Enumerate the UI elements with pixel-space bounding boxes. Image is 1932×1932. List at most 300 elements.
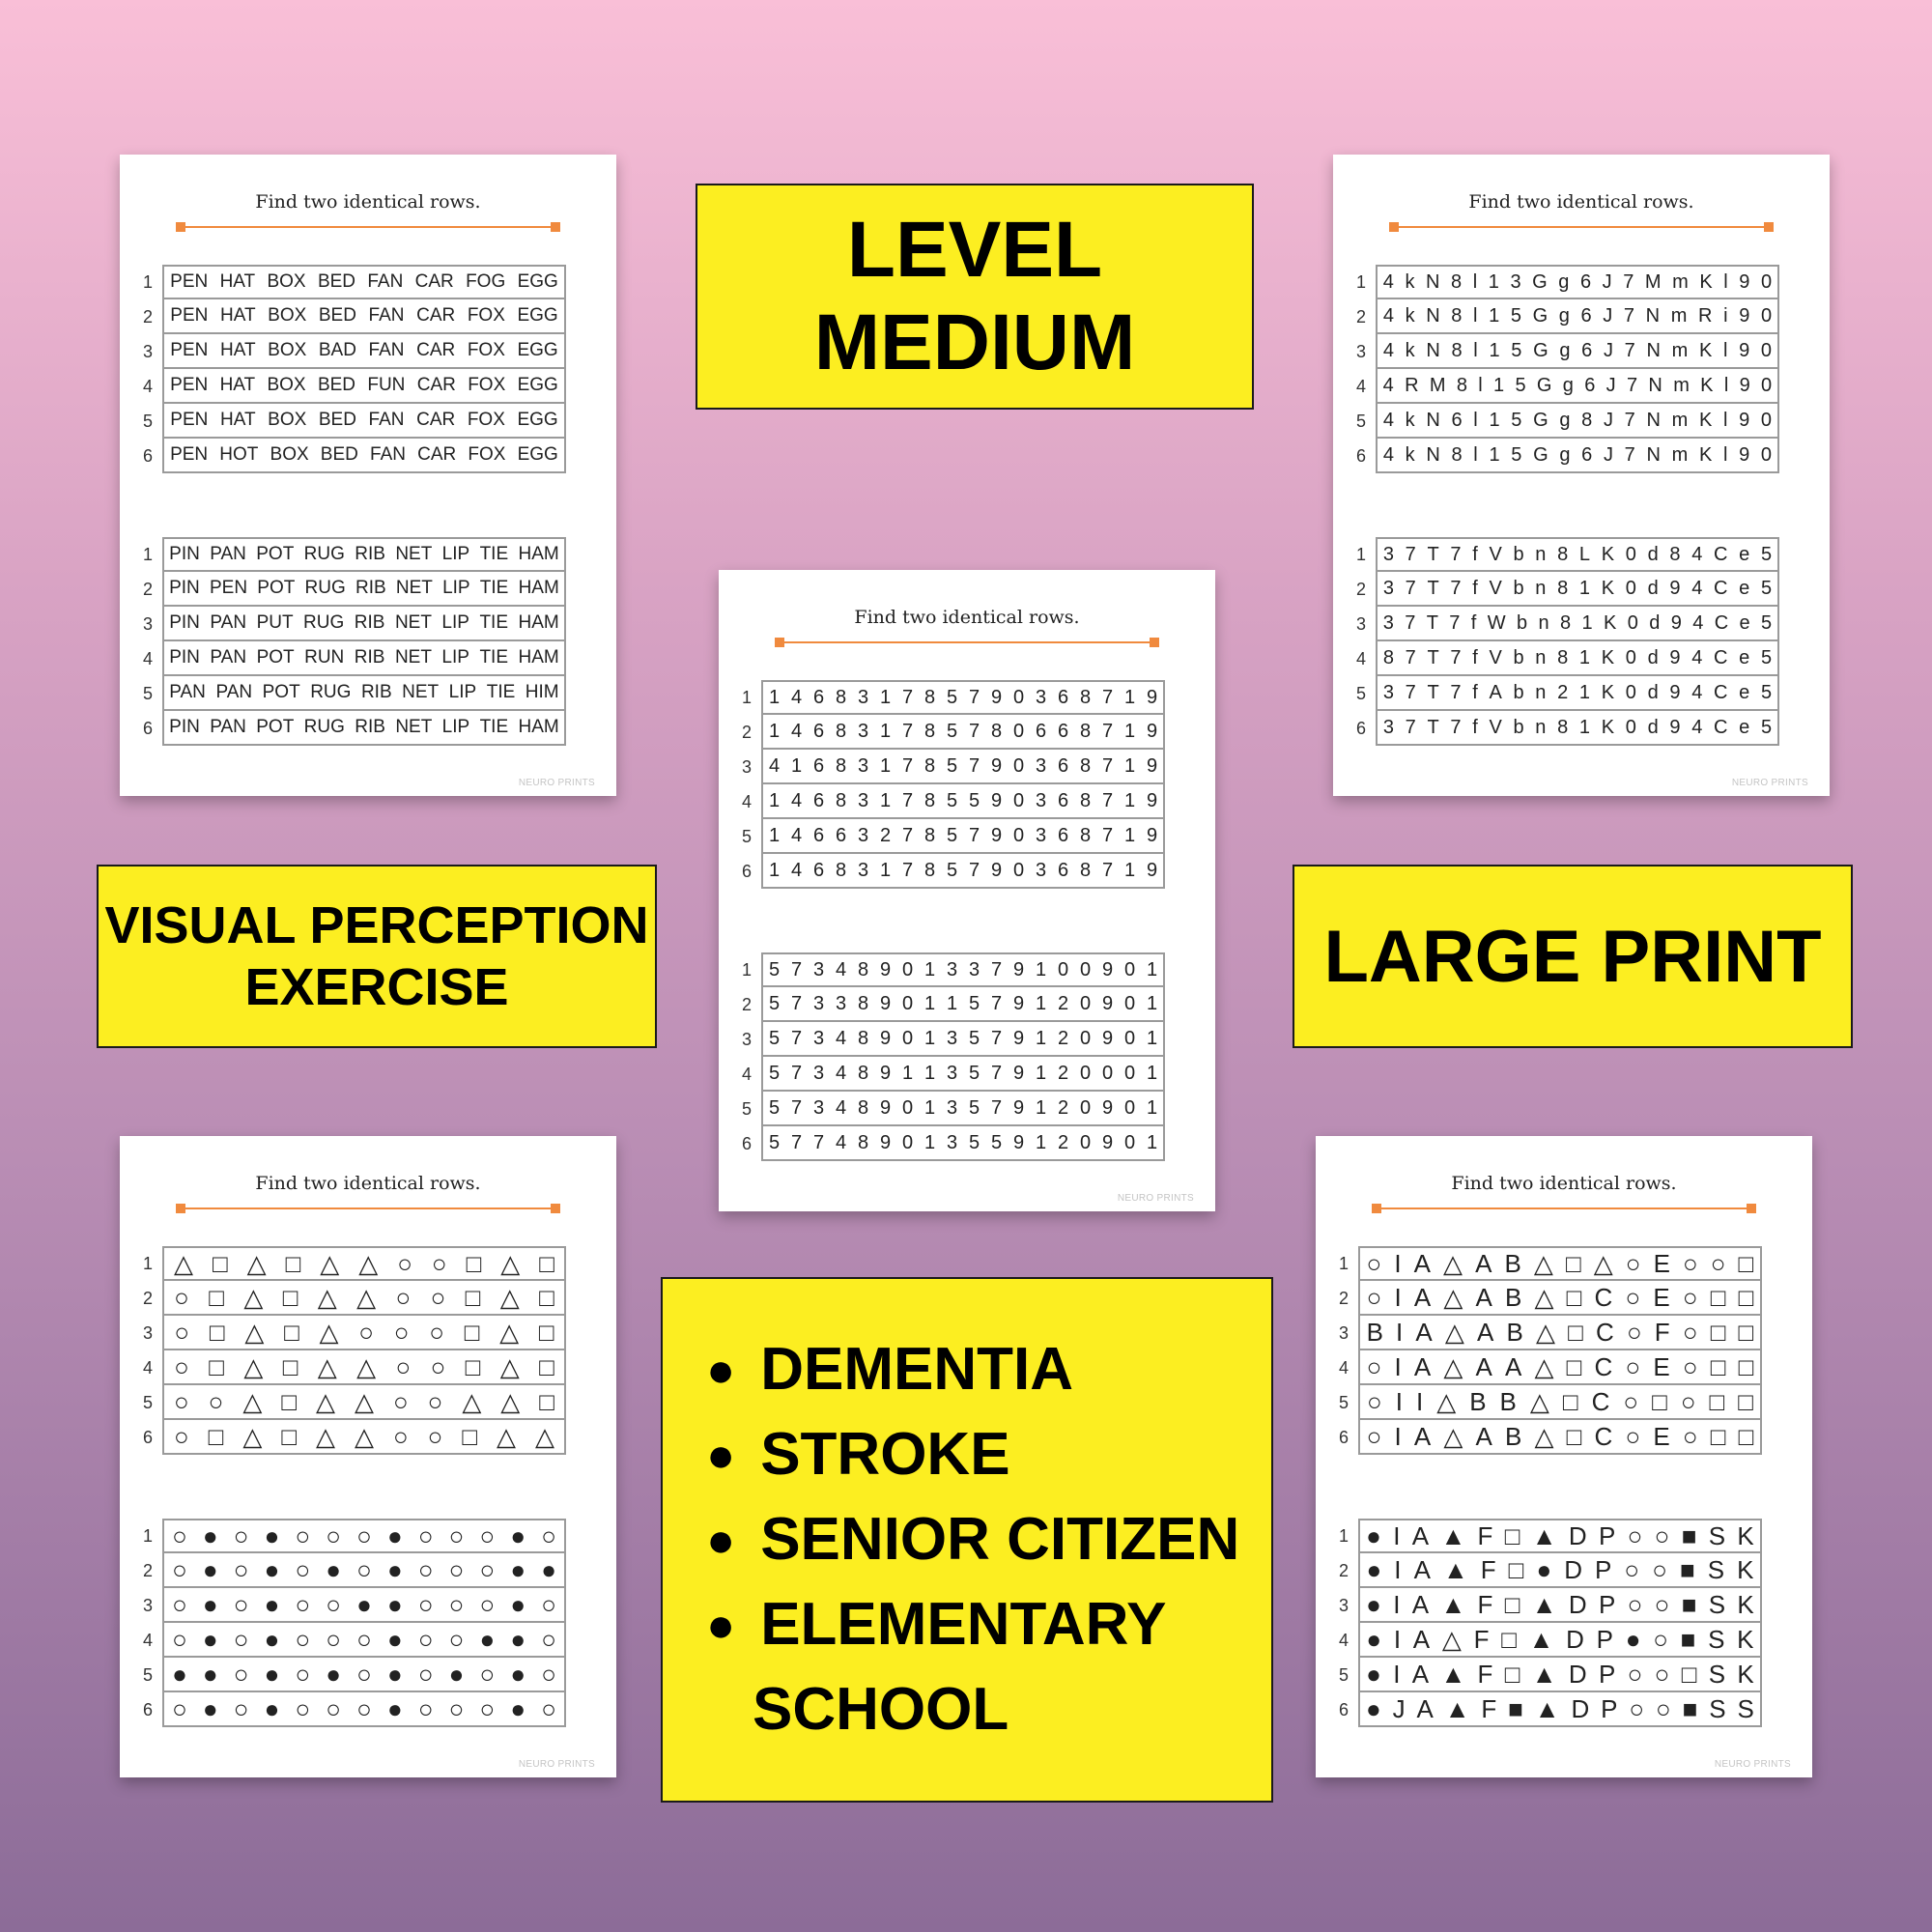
row-item: 7: [1405, 611, 1416, 634]
row-item: 0: [1625, 646, 1636, 668]
row-item: ○: [541, 1659, 556, 1689]
row-item: 4: [790, 686, 803, 708]
row-item: 1: [923, 1027, 936, 1049]
table-row: [1347, 711, 1779, 746]
row-item: 2: [1057, 1131, 1069, 1153]
row-item: 1: [768, 789, 781, 811]
row-item: ○: [174, 1351, 189, 1381]
row-item: J: [1603, 409, 1613, 431]
row-item: 7: [968, 859, 980, 881]
row-item: 5: [1511, 443, 1522, 466]
row-item: □: [1566, 1351, 1582, 1381]
worksheet-mixed: [1316, 1136, 1812, 1777]
row-item: RUN: [304, 647, 345, 668]
row-item: 0: [901, 958, 914, 980]
row-item: A: [1505, 1351, 1522, 1381]
row-item: 6: [1451, 409, 1463, 431]
row-item: □: [1738, 1386, 1753, 1416]
row-item: ○: [1625, 1351, 1641, 1381]
row-item: V: [1489, 716, 1502, 738]
row-item: N: [1648, 374, 1662, 396]
row-item: △: [242, 1386, 263, 1416]
row-item: ○: [429, 1317, 444, 1347]
row-cells: [1358, 1350, 1762, 1385]
row-item: 1: [1578, 681, 1591, 703]
row-item: d: [1647, 681, 1659, 703]
row-item: FUN: [367, 375, 406, 395]
row-item: K: [1737, 1624, 1754, 1654]
row-item: ○: [1654, 1589, 1670, 1619]
row-item: 5: [1761, 611, 1773, 634]
row-item: □: [1738, 1317, 1754, 1347]
row-cells: [761, 1057, 1165, 1092]
row-item: BOX: [268, 410, 307, 430]
row-cells: [761, 952, 1165, 987]
row-item: △: [499, 1282, 520, 1312]
row-item: 9: [1101, 992, 1114, 1014]
row-item: e: [1739, 577, 1750, 599]
row-number: 1: [741, 687, 752, 707]
row-item: □: [1738, 1421, 1754, 1451]
row-item: PEN: [170, 271, 209, 292]
row-item: m: [1672, 270, 1689, 293]
table-row: [1347, 439, 1779, 473]
table-row: [1329, 1553, 1762, 1588]
row-item: ▲: [1534, 1693, 1560, 1723]
row-item: ●: [1625, 1624, 1641, 1654]
table-row: [1329, 1692, 1762, 1727]
row-item: 8: [923, 789, 936, 811]
table-row: [133, 1246, 566, 1281]
row-item: I: [1393, 1659, 1401, 1689]
row-number: 5: [142, 683, 153, 703]
row-item: △: [1443, 1421, 1463, 1451]
row-cells: [1376, 404, 1779, 439]
row-item: 7: [990, 1062, 1003, 1084]
row-item: ○: [1652, 1554, 1667, 1584]
row-item: □: [1710, 1317, 1726, 1347]
row-item: 6: [1579, 270, 1592, 293]
row-cells: [162, 537, 566, 572]
row-grid: [133, 1519, 566, 1727]
row-item: ○: [1625, 1421, 1641, 1451]
row-item: △: [1529, 1386, 1549, 1416]
row-item: ○: [417, 1624, 434, 1654]
row-item: △: [497, 1421, 517, 1451]
row-item: POT: [257, 578, 296, 598]
row-item: J: [1603, 304, 1613, 327]
row-item: RUG: [304, 578, 346, 598]
row-item: I: [1394, 1282, 1402, 1312]
row-item: 8: [923, 754, 936, 777]
level-line-1: LEVEL: [846, 206, 1103, 294]
row-item: ○: [172, 1554, 187, 1584]
row-number: 4: [142, 1630, 153, 1650]
row-item: □: [1710, 1421, 1726, 1451]
row-item: A: [1413, 1282, 1432, 1312]
row-item: ●: [1366, 1589, 1381, 1619]
row-item: 6: [1057, 754, 1069, 777]
row-item: ●: [202, 1659, 218, 1689]
row-cells: [162, 404, 566, 439]
row-item: CAR: [416, 340, 456, 360]
row-item: 8: [1451, 443, 1463, 466]
row-item: D: [1571, 1693, 1590, 1723]
row-item: ○: [431, 1248, 447, 1278]
row-cells: [761, 784, 1165, 819]
row-item: 8: [1079, 789, 1092, 811]
row-item: E: [1653, 1351, 1670, 1381]
row-item: e: [1739, 543, 1750, 565]
row-item: PIN: [169, 544, 200, 564]
row-item: 6: [812, 754, 825, 777]
row-item: NET: [394, 647, 432, 668]
row-item: 3: [1382, 543, 1394, 565]
row-item: 0: [1057, 958, 1069, 980]
table-row: [732, 819, 1165, 854]
row-item: ○: [173, 1386, 189, 1416]
row-item: 8: [1456, 374, 1467, 396]
row-item: 3: [812, 992, 825, 1014]
row-item: 7: [1101, 686, 1114, 708]
row-item: 9: [1012, 958, 1025, 980]
row-item: 4: [1382, 304, 1394, 327]
row-grid: [1329, 1246, 1762, 1455]
row-item: ○: [1367, 1386, 1382, 1416]
row-item: △: [1444, 1317, 1464, 1347]
row-item: 4: [790, 789, 803, 811]
row-item: ○: [233, 1589, 249, 1619]
row-cells: [1358, 1385, 1762, 1420]
row-item: 9: [1670, 611, 1682, 634]
row-item: BOX: [267, 375, 306, 395]
row-item: g: [1559, 339, 1571, 361]
row-item: ○: [1624, 1554, 1640, 1584]
row-item: LIP: [448, 682, 477, 702]
row-item: N: [1426, 409, 1440, 431]
row-item: L: [1578, 543, 1591, 565]
row-item: m: [1671, 443, 1689, 466]
row-item: FOX: [467, 305, 505, 326]
row-item: 4: [835, 958, 847, 980]
row-item: J: [1602, 270, 1612, 293]
row-item: □: [209, 1282, 224, 1312]
bullet-icon: ●: [706, 1343, 736, 1397]
row-item: 1: [1489, 304, 1500, 327]
row-item: HAM: [518, 717, 559, 737]
row-item: A: [1475, 1351, 1492, 1381]
row-item: 5: [968, 1027, 980, 1049]
table-row: [1347, 404, 1779, 439]
row-item: PAN: [210, 544, 246, 564]
row-item: 8: [923, 720, 936, 742]
row-cells: [162, 711, 566, 746]
audience-item: ● DEMENTIA: [706, 1327, 1073, 1412]
row-item: 8: [835, 720, 847, 742]
row-item: △: [243, 1351, 264, 1381]
row-item: BOX: [268, 340, 307, 360]
row-item: ○: [1653, 1624, 1668, 1654]
row-item: 0: [1760, 443, 1773, 466]
row-number: 5: [1355, 411, 1366, 431]
table-row: [133, 1281, 566, 1316]
row-item: HAM: [518, 578, 559, 598]
row-item: 7: [1623, 304, 1635, 327]
row-cells: [1358, 1623, 1762, 1658]
row-cells: [1358, 1316, 1762, 1350]
row-item: B: [1504, 1248, 1521, 1278]
row-item: ○: [358, 1317, 374, 1347]
row-item: ○: [392, 1421, 409, 1451]
row-cells: [1376, 711, 1779, 746]
row-item: PEN: [209, 578, 248, 598]
row-item: 1: [879, 754, 892, 777]
row-item: P: [1601, 1693, 1618, 1723]
row-item: □: [1504, 1520, 1520, 1550]
row-item: 5: [968, 1131, 980, 1153]
row-item: K: [1601, 681, 1615, 703]
row-item: □: [466, 1248, 482, 1278]
row-item: BED: [318, 410, 356, 430]
row-item: ■: [1508, 1693, 1523, 1723]
row-item: 7: [1405, 716, 1416, 738]
row-item: BAD: [318, 340, 356, 360]
table-row: [1347, 641, 1779, 676]
row-item: 1: [923, 1062, 936, 1084]
row-item: 3: [1035, 824, 1047, 846]
row-item: □: [209, 1317, 225, 1347]
large-print-label: [1293, 865, 1853, 1048]
row-item: HAT: [219, 340, 256, 360]
worksheet-numbers: [719, 570, 1215, 1211]
row-item: 1: [923, 992, 936, 1014]
row-item: 7: [1405, 577, 1416, 599]
row-item: 9: [1146, 686, 1158, 708]
row-item: 0: [1123, 1131, 1136, 1153]
row-item: EGG: [517, 410, 558, 430]
table-row: [133, 711, 566, 746]
row-item: f: [1470, 611, 1477, 634]
row-number: 4: [741, 791, 752, 811]
row-item: 6: [812, 824, 825, 846]
row-number: 5: [1338, 1664, 1349, 1685]
row-number: 1: [741, 959, 752, 980]
row-item: 2: [1057, 1062, 1069, 1084]
row-item: PIN: [169, 578, 200, 598]
row-item: 9: [1669, 681, 1681, 703]
row-item: 5: [968, 1096, 980, 1119]
row-item: 3: [835, 992, 847, 1014]
row-item: 1: [768, 686, 781, 708]
row-item: ▲: [1444, 1693, 1470, 1723]
row-item: ○: [1629, 1693, 1645, 1723]
row-number: 3: [142, 1322, 153, 1343]
row-item: 4: [1382, 409, 1394, 431]
row-item: □: [539, 1351, 554, 1381]
row-cells: [162, 439, 566, 473]
row-cells: [162, 1350, 566, 1385]
row-item: 3: [1382, 681, 1394, 703]
row-item: 1: [768, 720, 781, 742]
table-row: [1329, 1281, 1762, 1316]
row-item: 4: [790, 859, 803, 881]
row-item: 6: [1057, 720, 1069, 742]
row-item: ●: [1366, 1554, 1382, 1584]
row-item: 4: [768, 754, 781, 777]
row-item: I: [1393, 1624, 1402, 1654]
row-item: l: [1478, 374, 1483, 396]
row-item: FAN: [368, 410, 405, 430]
row-item: 5: [1760, 681, 1773, 703]
row-item: 5: [1760, 543, 1773, 565]
row-item: ●: [202, 1624, 218, 1654]
row-item: b: [1513, 716, 1524, 738]
row-item: R: [1698, 304, 1713, 327]
row-item: PAN: [169, 682, 206, 702]
row-item: 4: [835, 1062, 847, 1084]
row-item: 5: [1510, 304, 1521, 327]
row-item: 7: [790, 958, 803, 980]
table-row: [133, 1385, 566, 1420]
row-number: 2: [741, 722, 752, 742]
row-item: 5: [968, 1062, 980, 1084]
row-cells: [162, 265, 566, 299]
row-item: ●: [510, 1554, 526, 1584]
row-item: ○: [479, 1659, 496, 1689]
row-item: 8: [835, 859, 847, 881]
row-item: △: [242, 1421, 263, 1451]
row-item: 0: [1101, 1062, 1114, 1084]
row-item: 1: [1035, 958, 1047, 980]
row-item: LIP: [441, 647, 469, 668]
row-item: 0: [1079, 1027, 1092, 1049]
row-item: ●: [356, 1589, 372, 1619]
row-cells: [162, 299, 566, 334]
row-item: ○: [172, 1624, 187, 1654]
row-item: △: [500, 1386, 521, 1416]
row-cells: [1376, 299, 1779, 334]
row-item: 3: [857, 720, 869, 742]
row-item: 6: [812, 859, 825, 881]
row-item: HAM: [518, 612, 559, 633]
row-item: P: [1596, 1624, 1613, 1654]
row-item: 3: [1382, 577, 1394, 599]
row-item: ●: [510, 1693, 526, 1723]
row-item: □: [1738, 1282, 1754, 1312]
row-item: 9: [1669, 646, 1681, 668]
row-item: ●: [448, 1659, 465, 1689]
row-item: ●: [1366, 1520, 1381, 1550]
row-item: A: [1489, 681, 1502, 703]
row-item: LIP: [441, 612, 469, 633]
row-item: EGG: [517, 271, 558, 292]
row-item: ○: [356, 1693, 372, 1723]
row-number: 4: [142, 648, 153, 668]
row-item: C: [1594, 1421, 1613, 1451]
row-item: 3: [857, 789, 869, 811]
row-item: K: [1737, 1520, 1754, 1550]
row-item: 1: [1146, 958, 1158, 980]
bullet-icon: ●: [706, 1428, 736, 1482]
row-cells: [1376, 369, 1779, 404]
row-item: N: [1426, 304, 1440, 327]
row-item: K: [1699, 270, 1713, 293]
row-item: 4: [1382, 339, 1394, 361]
row-item: 8: [857, 992, 869, 1014]
row-item: 0: [1760, 339, 1773, 361]
row-item: HAT: [219, 271, 256, 292]
row-item: LIP: [442, 578, 470, 598]
row-cells: [162, 1519, 566, 1553]
row-item: I: [1394, 1351, 1402, 1381]
row-number: 2: [142, 1560, 153, 1580]
row-item: 7: [1101, 789, 1114, 811]
row-item: 0: [1123, 1096, 1136, 1119]
row-item: FOX: [467, 410, 505, 430]
row-item: 9: [1739, 270, 1750, 293]
row-grid: [133, 1246, 566, 1455]
row-item: E: [1653, 1421, 1670, 1451]
row-item: b: [1513, 646, 1524, 668]
row-item: ○: [1627, 1659, 1643, 1689]
row-item: 1: [1123, 789, 1136, 811]
table-row: [133, 299, 566, 334]
row-item: PEN: [170, 375, 209, 395]
row-item: ○: [448, 1589, 465, 1619]
row-item: ■: [1680, 1624, 1696, 1654]
row-item: ●: [202, 1693, 218, 1723]
table-row: [133, 1623, 566, 1658]
row-item: ○: [1366, 1248, 1382, 1278]
row-item: △: [243, 1282, 264, 1312]
row-number: 5: [142, 411, 153, 431]
row-cells: [1358, 1588, 1762, 1623]
brand-label: NEURO PRINTS: [518, 778, 595, 788]
row-item: 2: [1057, 1096, 1069, 1119]
row-item: 7: [1449, 611, 1461, 634]
row-item: 7: [968, 824, 980, 846]
row-item: 0: [1761, 374, 1773, 396]
row-item: RUG: [303, 544, 345, 564]
row-item: A: [1475, 1248, 1492, 1278]
table-row: [133, 334, 566, 369]
row-number: 5: [741, 826, 752, 846]
row-cells: [761, 1092, 1165, 1126]
row-cells: [761, 1126, 1165, 1161]
row-item: □: [284, 1317, 299, 1347]
row-item: g: [1559, 443, 1571, 466]
row-item: f: [1472, 646, 1478, 668]
row-item: n: [1535, 646, 1547, 668]
row-item: □: [1501, 1624, 1517, 1654]
row-item: 1: [1578, 577, 1591, 599]
row-item: ○: [1366, 1421, 1382, 1451]
row-item: T: [1427, 681, 1439, 703]
row-item: □: [1710, 1351, 1726, 1381]
row-item: RUG: [303, 717, 345, 737]
row-item: 1: [768, 859, 781, 881]
row-item: 6: [1057, 859, 1069, 881]
row-item: 1: [1035, 1062, 1047, 1084]
row-item: 8: [923, 859, 936, 881]
row-number: 1: [142, 271, 153, 292]
row-item: ○: [233, 1520, 249, 1550]
row-item: ○: [356, 1624, 372, 1654]
worksheet-words: [120, 155, 616, 796]
row-item: 5: [1515, 374, 1526, 396]
row-item: PAN: [210, 717, 246, 737]
row-item: □: [209, 1351, 224, 1381]
